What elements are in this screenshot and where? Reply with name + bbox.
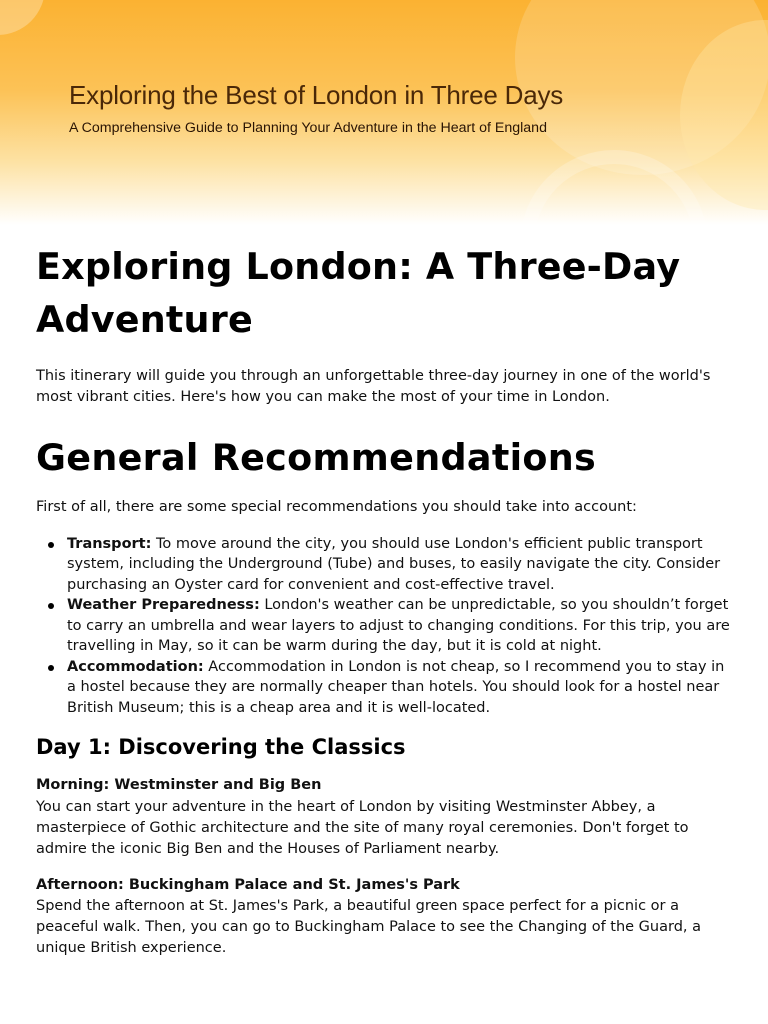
recommendations-lead: First of all, there are some special recommendations you should take into account: [36,498,637,515]
decorative-circle [0,0,45,35]
list-item-text: London's weather can be unpredictable, so you shouldn’t forget to carry an umbrella and wear layers to adjust to changing conditions. For this trip, you are travelling in May, so it can be warm during the day, but it is cold at night. [67,597,730,655]
list-item-label: Accommodation: [67,658,204,675]
general-recommendations-heading: General Recommendations [36,435,597,479]
page-title: Exploring London: A Three-Day Adventure [36,245,681,341]
list-item [67,595,736,657]
afternoon-section [36,875,736,960]
intro-paragraph: This itinerary will guide you through an unforgettable three-day journey in one of the world's most vibrant cities. Here's how you can make the most of your time in London. [36,368,711,406]
recommendations-list [36,534,736,719]
banner-title: Exploring the Best of London in Three Days [69,80,564,110]
section-title: Afternoon: Buckingham Palace and St. James's Park [36,876,460,893]
document-body [36,240,736,960]
day1-heading: Day 1: Discovering the Classics [36,735,406,760]
list-item-label: Weather Preparedness: [67,597,260,614]
banner-subtitle: A Comprehensive Guide to Planning Your Adventure in the Heart of England [69,120,547,136]
list-item-text: To move around the city, you should use London's efficient public transport system, including the Underground (Tube) and buses, to easily navigate the city. Consider purchasing an Oyster card for convenient and cost-effective travel. [67,535,721,593]
list-item-label: Transport: [67,535,152,552]
list-item [67,657,736,719]
section-text: You can start your adventure in the heart of London by visiting Westminster Abbey, a masterpiece of Gothic architecture and the site of many royal ceremonies. Don't forget to admire the iconic Big Ben and the Houses of Parliament nearby. [36,798,689,858]
section-text: Spend the afternoon at St. James's Park, a beautiful green space perfect for a picnic or a peaceful walk. Then, you can go to Buckingham Palace to see the Changing of the Guard, a unique British experience. [36,897,702,957]
header-banner [0,0,768,225]
list-item-text: Accommodation in London is not cheap, so I recommend you to stay in a hostel because they are normally cheaper than hotels. You should look for a hostel near British Museum; this is a cheap area and it is well-located. [67,658,725,716]
section-title: Morning: Westminster and Big Ben [36,777,322,794]
list-item [67,534,736,596]
morning-section [36,775,736,860]
